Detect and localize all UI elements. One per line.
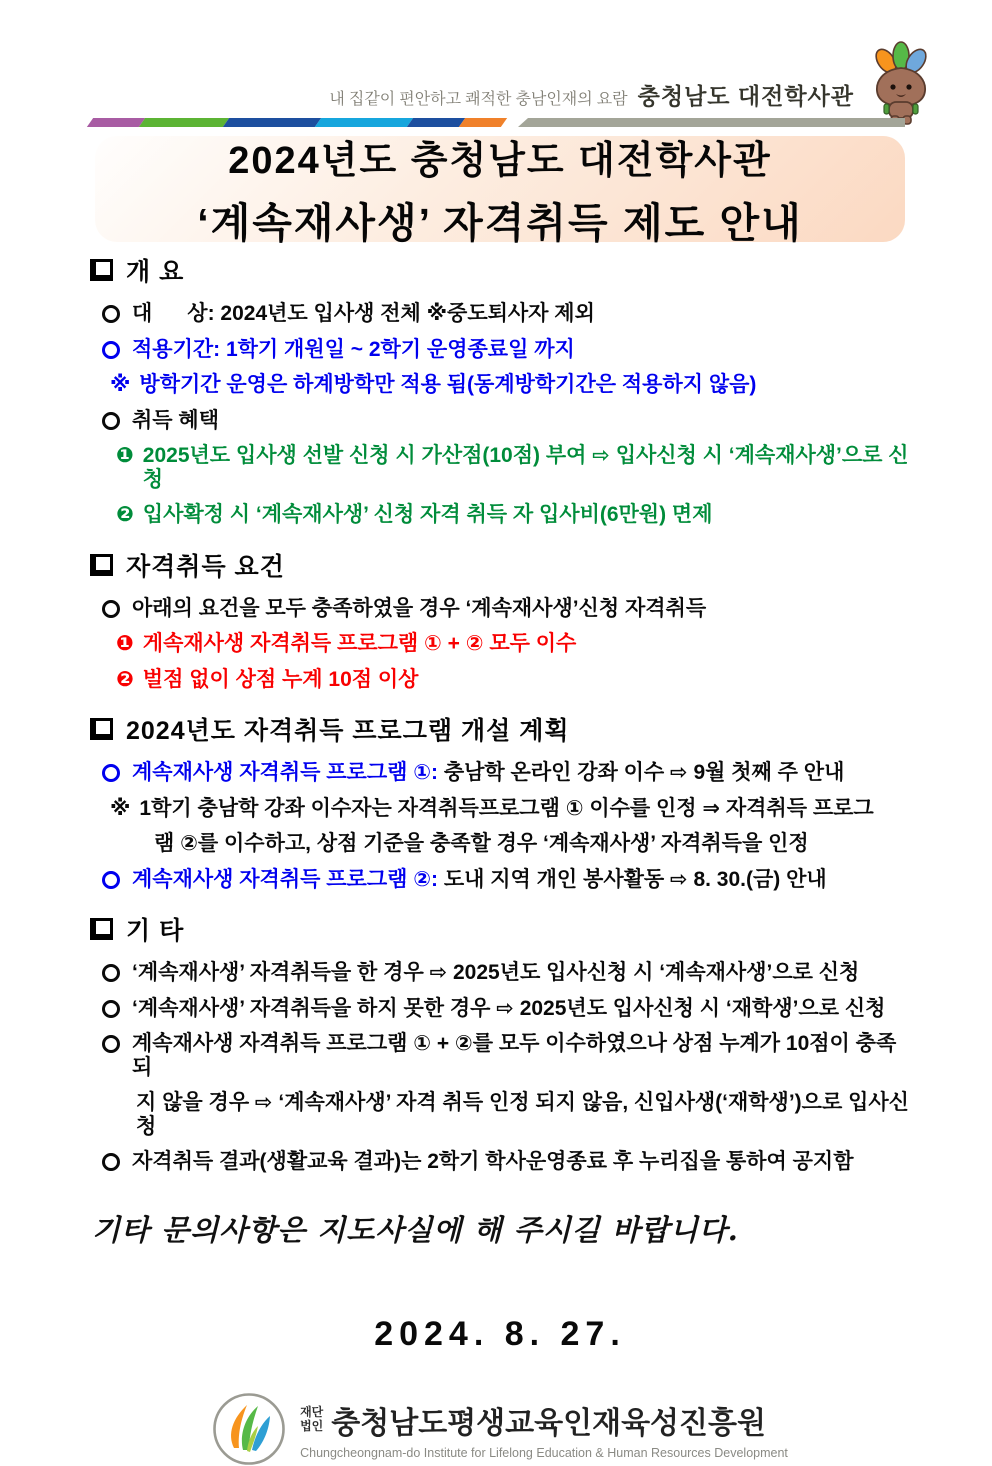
circle-bullet-icon [102,964,120,982]
list-item: 대 상: 2024년도 입사생 전체 ※중도퇴사자 제외 [102,302,910,326]
section-heading [90,547,910,583]
section-requirements [90,547,910,692]
decorative-stripe [90,118,905,127]
stripe-seg-purple [87,118,145,127]
title-line2: ‘계속재사생’ 자격취득 제도 안내 [197,200,803,246]
stripe-gray-bar [518,118,905,127]
number-2-bullet-icon: ❷ [116,667,134,691]
number-2-bullet-icon: ❷ [116,503,134,527]
circle-bullet-icon [102,341,120,359]
list-item: ‘계속재사생’ 자격취득을 한 경우 ⇨ 2025년도 입사신청 시 ‘계속재사생’으로 신청 [102,961,910,985]
section-heading [90,711,910,747]
list-item: 자격취득 결과(생활교육 결과)는 2학기 학사운영종료 후 누리집을 통하여 공지함 [102,1150,910,1174]
list-item: ❶ 게속재사생 자격취득 프로그램 ① + ② 모두 이수 [116,632,577,656]
section-program-plan [90,711,910,891]
org-text-block [300,1398,788,1460]
circle-bullet-icon [102,412,120,430]
circle-bullet-icon [102,1000,120,1018]
list-item: ❷ 입사확정 시 ‘계속재사생’ 신청 자격 취득 자 입사비(6만원) 면제 [116,503,713,527]
handwritten-closing-note: 기타 문의사항은 지도사실에 해 주시길 바랍니다. [92,1212,739,1247]
list-item: ❷ 벌점 없이 상점 누계 10점 이상 [116,667,419,691]
stripe-seg-cyan [315,118,413,127]
square-bullet-icon [90,918,113,940]
list-item: 아래의 요건을 모두 충족하였을 경우 ‘계속재사생’신청 자격취득 [102,597,910,621]
reference-mark-icon: ※ [110,796,131,820]
title-banner [95,136,905,246]
square-bullet-icon [90,554,113,576]
org-prefix: 재단 법인 [300,1405,324,1433]
list-item: 적용기간: 1학기 개원일 ~ 2학기 운영종료일 까지 [102,338,910,362]
section-title: 자격취득 요건 [126,552,285,581]
reference-mark-icon: ※ [110,373,131,397]
title-line1: 2024년도 충청남도 대전학사관 [228,140,772,182]
circle-bullet-icon [102,600,120,618]
number-1-bullet-icon: ❶ [116,632,134,656]
list-item: ※ 방학기간 운영은 하계방학만 적용 됨(동계방학기간은 적용하지 않음) [110,373,757,397]
circle-bullet-icon [102,305,120,323]
org-name-english: Chungcheongnam-do Institute for Lifelong Education & Human Resources Development [300,1445,788,1460]
square-bullet-icon [90,259,113,281]
list-item: 계속재사생 자격취득 프로그램 ①: 충남학 온라인 강좌 이수 ⇨ 9월 첫째 주 안내 [102,761,910,785]
circle-bullet-icon [102,1035,120,1053]
list-item: ❶ 2025년도 입사생 선발 신청 시 가산점(10점) 부여 ⇨ 입사신청 시 ‘계속재사생’으로 신청 [116,444,909,491]
stripe-seg-orange [459,118,507,127]
list-item: 계속재사생 자격취득 프로그램 ① + ②를 모두 이수하였으나 상점 누계가 10점이 충족되 [102,1032,910,1079]
section-etc [90,911,910,1174]
list-item-continuation: 지 않을 경우 ⇨ ‘계속재사생’ 자격 취득 인정 되지 않음, 신입사생(‘재학생’)으로 입사신청 [136,1091,909,1138]
circle-bullet-icon [102,764,120,782]
list-item: ※ 1학기 충남학 강좌 이수자는 자격취득프로그램 ① 이수를 인정 ⇒ 자격취득 프로그 [110,796,874,820]
org-logo-icon [212,1392,286,1466]
notice-date: 2024. 8. 27. [374,1314,626,1353]
circle-bullet-icon [102,871,120,889]
header-slogan: 내 집같이 편안하고 쾌적한 충남인재의 요람 [329,91,628,108]
header-slogan-row [329,78,854,111]
list-item: ‘계속재사생’ 자격취득을 하지 못한 경우 ⇨ 2025년도 입사신청 시 ‘재학생’으로 신청 [102,997,910,1021]
section-title: 기 타 [126,917,185,946]
header-brand: 충청남도 대전학사관 [637,83,854,109]
circle-bullet-icon [102,1153,120,1171]
stripe-seg-navy [223,118,321,127]
notice-content [90,252,910,1466]
footer-org [90,1392,910,1466]
section-heading [90,252,910,288]
stripe-seg-navy2 [407,118,465,127]
list-item: 계속재사생 자격취득 프로그램 ②: 도내 지역 개인 봉사활동 ⇨ 8. 30.(금) 안내 [102,868,910,892]
square-bullet-icon [90,718,113,740]
number-1-bullet-icon: ❶ [116,444,134,468]
section-title: 2024년도 자격취득 프로그램 개설 계획 [126,717,570,746]
list-item: 취득 혜택 [102,409,910,433]
section-title: 개 요 [126,258,185,286]
stripe-seg-green [139,118,229,127]
list-item-continuation: 램 ②를 이수하고, 상점 기준을 충족할 경우 ‘계속재사생’ 자격취득을 인정 [154,832,809,856]
org-name: 충청남도평생교육인재육성진흥원 [331,1406,766,1440]
section-heading [90,911,910,947]
mascot-character-icon [862,44,940,126]
section-overview [90,252,910,527]
